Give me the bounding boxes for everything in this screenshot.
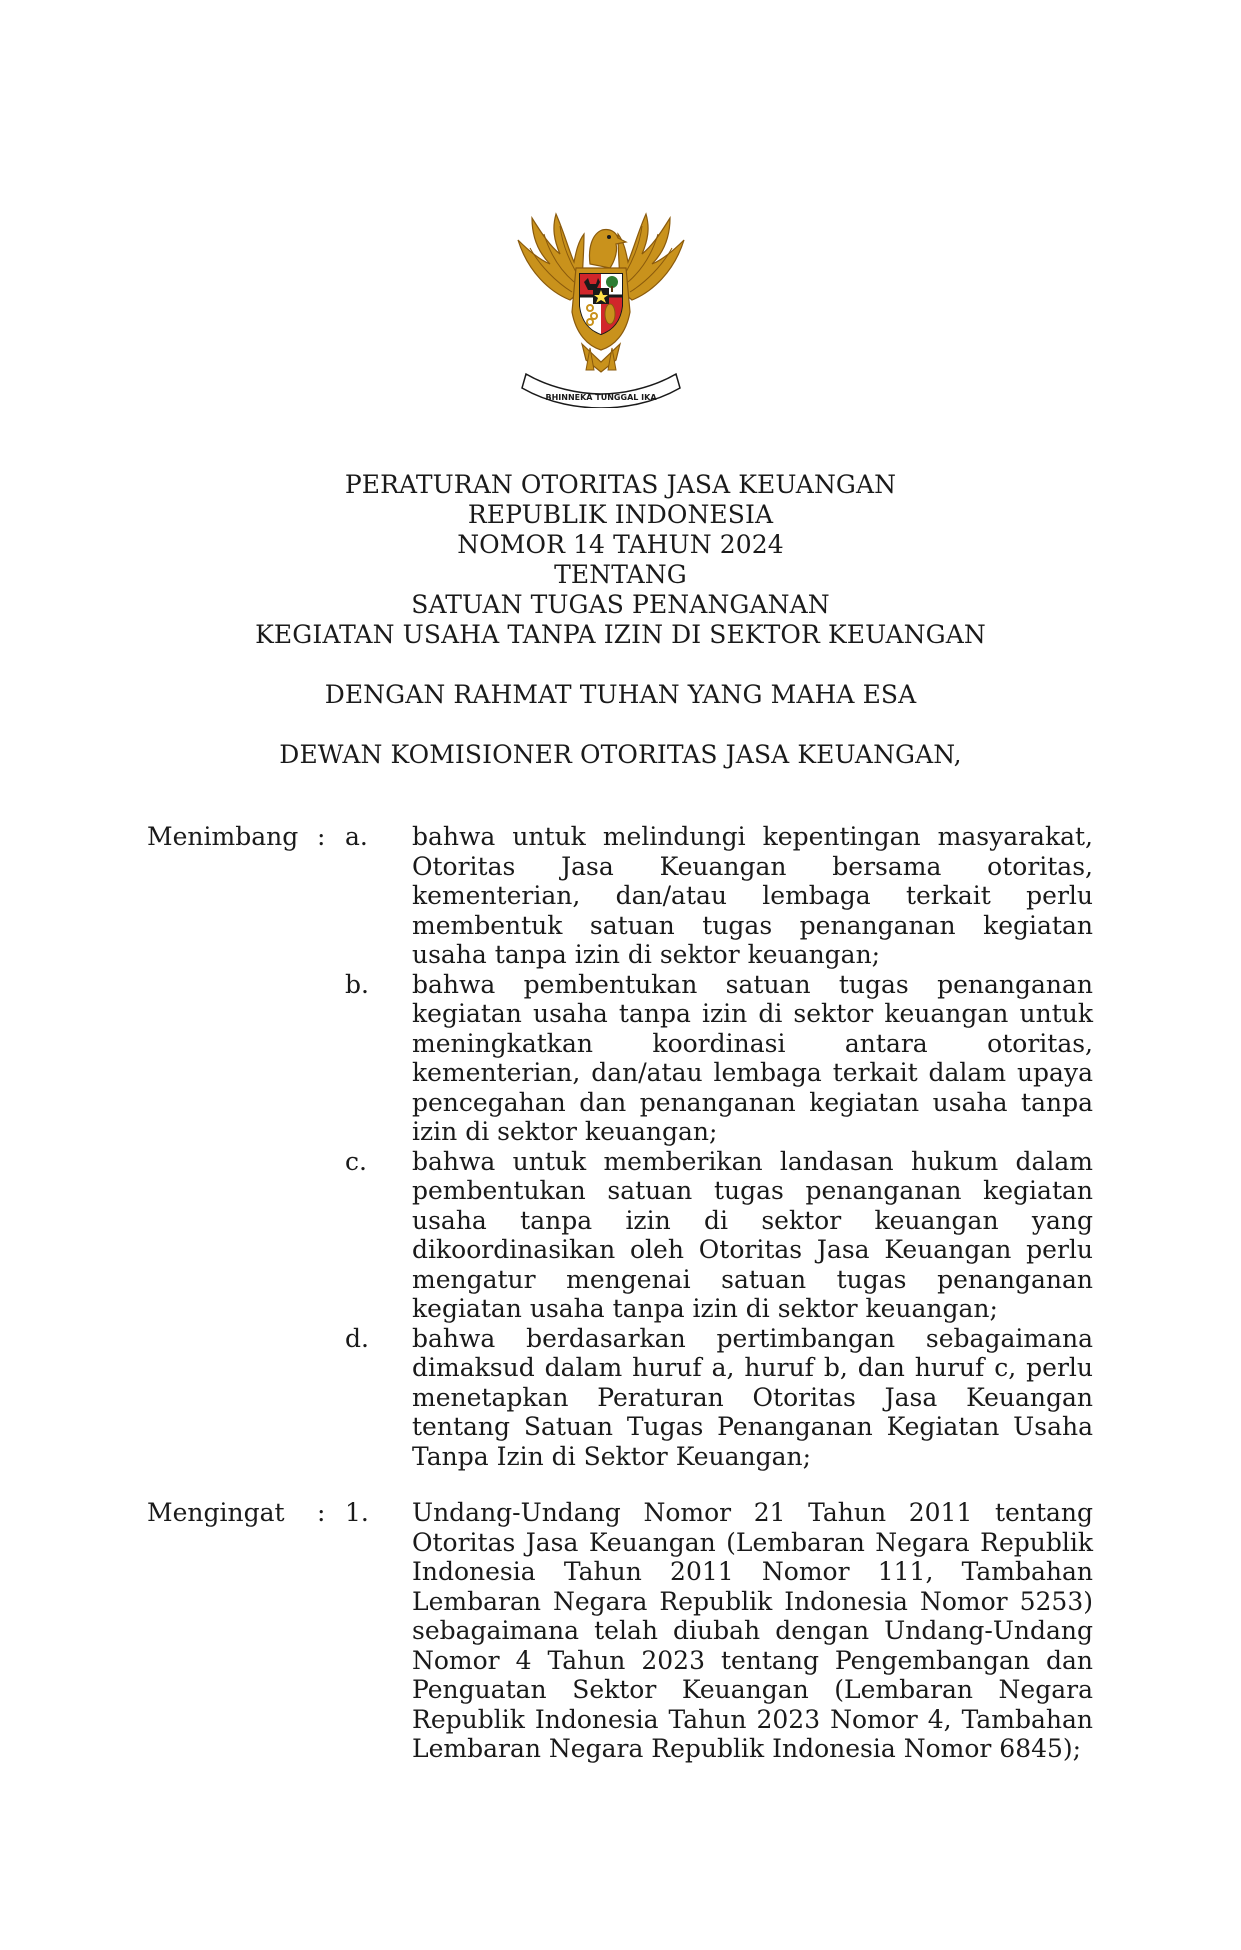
item-marker: b. — [345, 969, 369, 999]
title-line-about: TENTANG — [554, 560, 687, 589]
item-marker: c. — [345, 1146, 367, 1176]
menimbang-item-b — [147, 970, 1093, 1147]
menimbang-label: Menimbang — [147, 822, 299, 851]
item-marker: d. — [345, 1323, 369, 1353]
mengingat-section — [147, 1498, 1093, 1764]
item-marker: 1. — [345, 1498, 369, 1527]
garuda-pancasila-emblem-icon — [510, 212, 692, 408]
menimbang-item-a — [147, 822, 1093, 970]
title-line-regulation: PERATURAN OTORITAS JASA KEUANGAN — [344, 470, 897, 499]
emblem-motto: BHINNEKA TUNGGAL IKA — [545, 393, 657, 402]
menimbang-colon: : — [317, 822, 326, 851]
mengingat-colon: : — [317, 1498, 326, 1527]
invocation: DENGAN RAHMAT TUHAN YANG MAHA ESA — [324, 680, 917, 709]
title-line-country: REPUBLIK INDONESIA — [467, 500, 774, 529]
item-text: bahwa berdasarkan pertimbangan sebagaimana dimaksud dalam huruf a, huruf b, dan huruf c, perlu menetapkan Peraturan Otoritas Jasa Keuangan tentang Satuan Tugas Penanganan Kegiatan Usaha Tanpa Izin di Sektor Keuangan; — [412, 1323, 1093, 1471]
item-text: bahwa untuk memberikan landasan hukum dalam pembentukan satuan tugas penanganan kegiatan usaha tanpa izin di sektor keuangan yang dikoordinasikan oleh Otoritas Jasa Keuangan perlu mengatur mengenai satuan tugas penanganan kegiatan usaha tanpa izin di sektor keuangan; — [412, 1146, 1093, 1323]
menimbang-item-c — [147, 1147, 1093, 1324]
mengingat-label: Mengingat — [147, 1498, 285, 1527]
title-line-subject-2: KEGIATAN USAHA TANPA IZIN DI SEKTOR KEUANGAN — [255, 620, 986, 649]
document-title — [200, 470, 1041, 770]
menimbang-section — [147, 822, 1093, 1471]
mengingat-item-1 — [147, 1498, 1093, 1764]
menimbang-item-d — [147, 1324, 1093, 1472]
issuer: DEWAN KOMISIONER OTORITAS JASA KEUANGAN, — [279, 740, 962, 769]
title-line-subject-1: SATUAN TUGAS PENANGANAN — [411, 590, 830, 619]
item-text: Undang-Undang Nomor 21 Tahun 2011 tentang Otoritas Jasa Keuangan (Lembaran Negara Republik Indonesia Tahun 2011 Nomor 111, Tambahan Lembaran Negara Republik Indonesia Nomor 5253) sebagaimana telah diubah dengan Undang-Undang Nomor 4 Tahun 2023 tentang Pengembangan dan Penguatan Sektor Keuangan (Lembaran Negara Republik Indonesia Tahun 2023 Nomor 4, Tambahan Lembaran Negara Republik Indonesia Nomor 6845); — [412, 1498, 1093, 1763]
item-text: bahwa untuk melindungi kepentingan masyarakat, Otoritas Jasa Keuangan bersama otoritas, kementerian, dan/atau lembaga terkait perlu membentuk satuan tugas penanganan kegiatan usaha tanpa izin di sektor keuangan; — [412, 822, 1093, 969]
item-marker: a. — [345, 822, 368, 851]
item-text: bahwa pembentukan satuan tugas penanganan kegiatan usaha tanpa izin di sektor keuangan untuk meningkatkan koordinasi antara otoritas, kementerian, dan/atau lembaga terkait dalam upaya pencegahan dan penanganan kegiatan usaha tanpa izin di sektor keuangan; — [412, 969, 1093, 1146]
title-line-number: NOMOR 14 TAHUN 2024 — [457, 530, 784, 559]
